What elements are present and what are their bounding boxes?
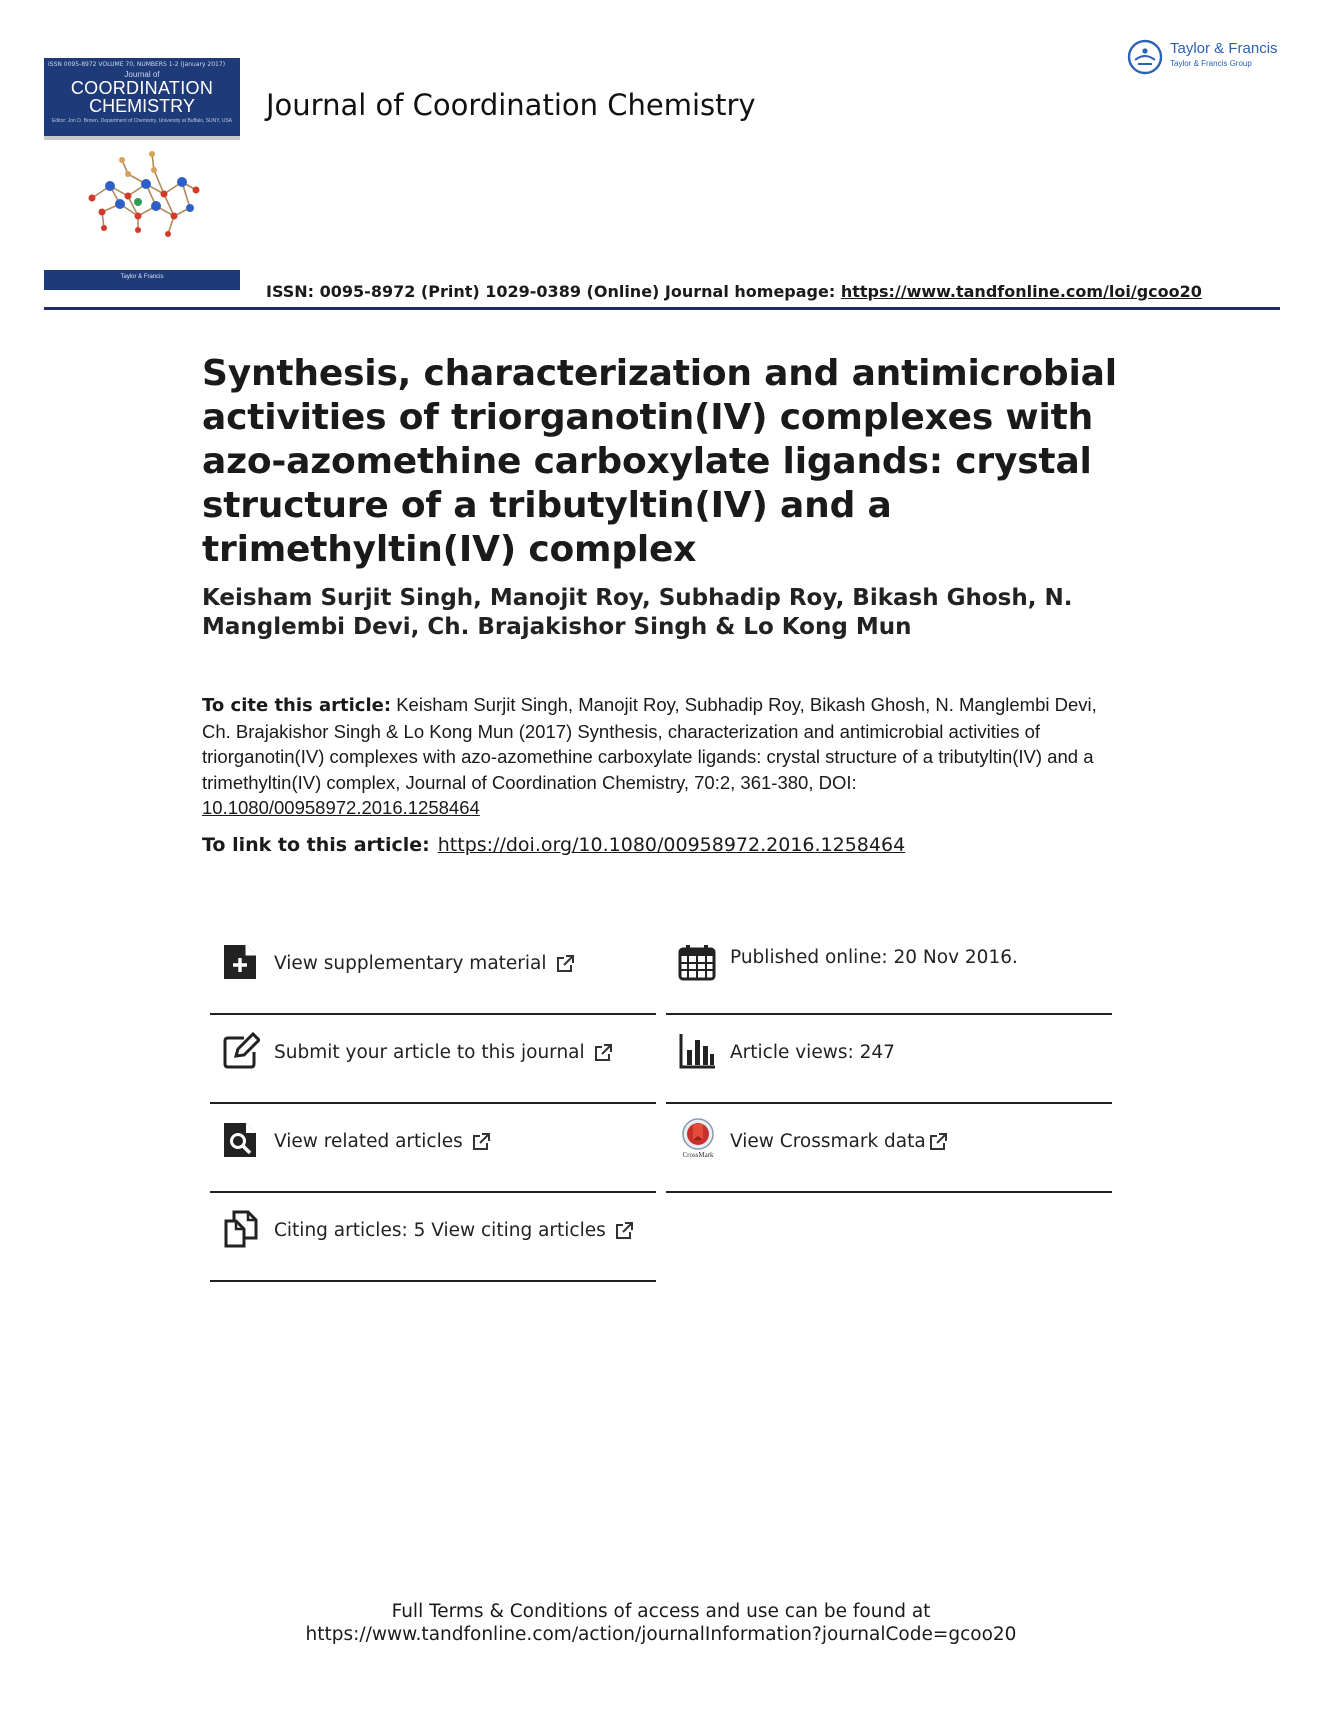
calendar-icon: [678, 943, 716, 981]
cover-bottom-logo: Taylor & Francis: [120, 274, 164, 280]
cover-editor-line: Editor: Jon D. Brown, Department of Chemistry, University at Buffalo, SUNY, USA: [51, 118, 233, 124]
copy-documents-icon: [222, 1210, 260, 1248]
divider: [210, 1280, 656, 1282]
view-citing-articles[interactable]: [210, 1192, 656, 1280]
footer: [0, 1600, 1322, 1646]
publisher-logo[interactable]: [1126, 38, 1286, 78]
views-label: Article views: 247: [730, 1042, 895, 1063]
citing-label: [274, 1220, 634, 1241]
edit-icon: [222, 1032, 260, 1070]
view-related-articles[interactable]: [210, 1103, 656, 1191]
published-label: Published online: 20 Nov 2016.: [730, 947, 1018, 968]
crossmark-label: [730, 1131, 948, 1152]
cover-journal-of: Journal of: [124, 70, 160, 79]
search-document-icon: [222, 1121, 258, 1159]
article-doi-link[interactable]: https://doi.org/10.1080/00958972.2016.1258464: [437, 834, 906, 856]
cover-top-line: ISSN 0095-8972 VOLUME 70, NUMBERS 1-2 (January 2017): [48, 61, 226, 68]
external-link-icon: [471, 1132, 491, 1152]
external-link-icon: [593, 1043, 613, 1063]
submit-text: Submit your article to this journal: [274, 1042, 585, 1063]
crossmark-text: View Crossmark data: [730, 1131, 926, 1152]
publisher-group: Taylor & Francis Group: [1170, 59, 1252, 68]
crossmark-caption: CrossMark: [682, 1151, 714, 1159]
issn-text: ISSN: 0095-8972 (Print) 1029-0389 (Online) Journal homepage:: [266, 282, 841, 301]
link-label: To link to this article:: [202, 834, 430, 856]
publisher-name: Taylor & Francis: [1170, 40, 1278, 57]
related-label: [274, 1131, 491, 1152]
journal-homepage-link[interactable]: https://www.tandfonline.com/loi/gcoo20: [840, 282, 1202, 301]
external-link-icon: [928, 1132, 948, 1152]
issn-line: [266, 282, 1202, 301]
submit-label: [274, 1042, 613, 1063]
citing-text: Citing articles: 5 View citing articles: [274, 1220, 606, 1241]
citation-block: [202, 692, 1102, 821]
footer-line1: Full Terms & Conditions of access and use can be found at: [391, 1601, 931, 1622]
citation-doi-link[interactable]: 10.1080/00958972.2016.1258464: [202, 797, 480, 818]
bar-chart-icon: [678, 1032, 716, 1070]
article-link-line: [202, 834, 905, 856]
cover-strip: [44, 136, 240, 140]
add-file-icon: [222, 943, 258, 981]
journal-cover: [44, 58, 240, 292]
citation-text: Keisham Surjit Singh, Manojit Roy, Subhadip Roy, Bikash Ghosh, N. Manglembi Devi, Ch. Brajakishor Singh & Lo Kong Mun (2017) Synthesis, characterization and antimicrobial activities of triorganotin(IV) complexes with azo-azomethine carboxylate ligands: crystal structure of a tributyltin(IV) and a trimethyltin(IV) complex, Journal of Coordination Chemistry, 70:2, 361-380, DOI:: [202, 694, 1097, 793]
footer-terms-link[interactable]: https://www.tandfonline.com/action/journalInformation?journalCode=gcoo20: [305, 1624, 1017, 1645]
external-link-icon: [555, 954, 575, 974]
divider: [666, 1191, 1112, 1193]
taylor-francis-logo-icon: [1126, 38, 1164, 76]
cover-bottom-band: [44, 270, 240, 290]
supplementary-label: [274, 953, 575, 974]
cover-title-line1: COORDINATION: [70, 78, 214, 98]
view-supplementary-material[interactable]: [210, 925, 656, 1013]
article-views: [666, 1014, 1112, 1102]
header-rule: [44, 307, 1280, 310]
submit-article[interactable]: [210, 1014, 656, 1102]
published-online: [666, 925, 1112, 1013]
view-crossmark-data[interactable]: [666, 1103, 1112, 1191]
molecule-image: [82, 146, 202, 246]
article-authors: Keisham Surjit Singh, Manojit Roy, Subhadip Roy, Bikash Ghosh, N. Manglembi Devi, Ch. Brajakishor Singh & Lo Kong Mun: [202, 585, 1073, 640]
related-text: View related articles: [274, 1131, 463, 1152]
cover-title-line2: CHEMISTRY: [89, 96, 195, 116]
crossmark-icon: [678, 1117, 718, 1159]
citation-label: To cite this article:: [202, 695, 392, 716]
article-title: Synthesis, characterization and antimicrobial activities of triorganotin(IV) complexes with azo-azomethine carboxylate ligands: crystal structure of a tributyltin(IV) and a trimethyltin(IV) complex: [202, 353, 1117, 570]
supplementary-text: View supplementary material: [274, 953, 547, 974]
external-link-icon: [614, 1221, 634, 1241]
journal-title: Journal of Coordination Chemistry: [266, 88, 756, 122]
